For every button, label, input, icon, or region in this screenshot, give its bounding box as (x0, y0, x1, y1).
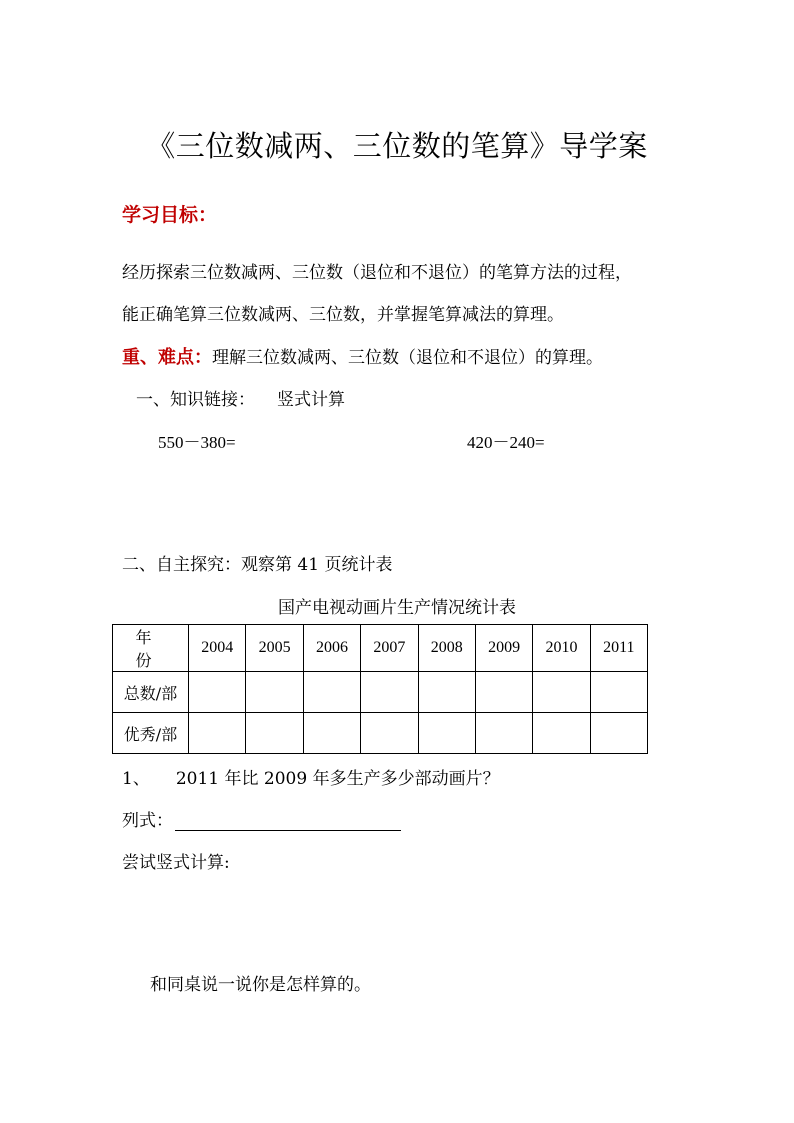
formula-row (122, 806, 401, 831)
table-cell[interactable] (418, 672, 475, 713)
table-cell[interactable] (533, 713, 590, 754)
year-label: 年 份 (135, 628, 166, 670)
table-cell[interactable] (590, 672, 647, 713)
section-2-heading: 二、自主探究：观察第 41 页统计表 (122, 555, 393, 575)
question-1-number: 1、 (122, 769, 150, 789)
table-cell[interactable] (189, 713, 246, 754)
table-cell[interactable] (590, 713, 647, 754)
try-vertical-calc: 尝试竖式计算: (122, 853, 230, 873)
table-cell[interactable] (246, 713, 303, 754)
goals-line-2: 能正确笔算三位数减两、三位数，并掌握笔算减法的算理。 (122, 305, 564, 325)
table-cell[interactable] (189, 672, 246, 713)
year-cell: 2007 (361, 625, 418, 672)
table-cell[interactable] (361, 713, 418, 754)
table-cell[interactable] (246, 672, 303, 713)
equation-2: 420－240= (467, 433, 545, 452)
formula-label: 列式： (122, 811, 173, 831)
table-cell[interactable] (361, 672, 418, 713)
key-points-text: 理解三位数减两、三位数（退位和不退位）的算理。 (212, 348, 603, 368)
year-cell: 2006 (303, 625, 360, 672)
table-cell[interactable] (475, 672, 532, 713)
goals-line-1: 经历探索三位数减两、三位数（退位和不退位）的笔算方法的过程， (122, 263, 632, 283)
statistics-table (112, 624, 648, 754)
table-cell[interactable] (303, 713, 360, 754)
year-cell: 2004 (189, 625, 246, 672)
key-points-label: 重、难点： (122, 347, 212, 368)
year-cell: 2010 (533, 625, 590, 672)
section-1-heading (136, 385, 345, 410)
discuss-prompt: 和同桌说一说你是怎样算的。 (150, 975, 371, 995)
year-cell: 2011 (590, 625, 647, 672)
year-label-cell (113, 625, 189, 672)
year-cell: 2009 (475, 625, 532, 672)
row-label: 优秀/部 (113, 713, 189, 754)
question-1-text: 2011 年比 2009 年多生产多少部动画片？ (175, 769, 500, 789)
table-cell[interactable] (303, 672, 360, 713)
year-cell: 2005 (246, 625, 303, 672)
table-caption: 国产电视动画片生产情况统计表 (278, 598, 516, 618)
section-1-task: 竖式计算 (277, 390, 345, 410)
table-header-row (113, 625, 648, 672)
year-cell: 2008 (418, 625, 475, 672)
page-title: 《三位数减两、三位数的笔算》导学案 (146, 129, 648, 163)
equation-1: 550－380= (158, 433, 236, 452)
section-1-label: 一、知识链接： (136, 390, 255, 410)
table-cell[interactable] (475, 713, 532, 754)
formula-answer-blank[interactable] (175, 812, 401, 831)
table-cell[interactable] (533, 672, 590, 713)
key-points (122, 343, 603, 369)
table-cell[interactable] (418, 713, 475, 754)
row-label: 总数/部 (113, 672, 189, 713)
table-row (113, 672, 648, 713)
table-row (113, 713, 648, 754)
goals-heading: 学习目标： (122, 204, 218, 226)
question-1 (122, 764, 500, 789)
